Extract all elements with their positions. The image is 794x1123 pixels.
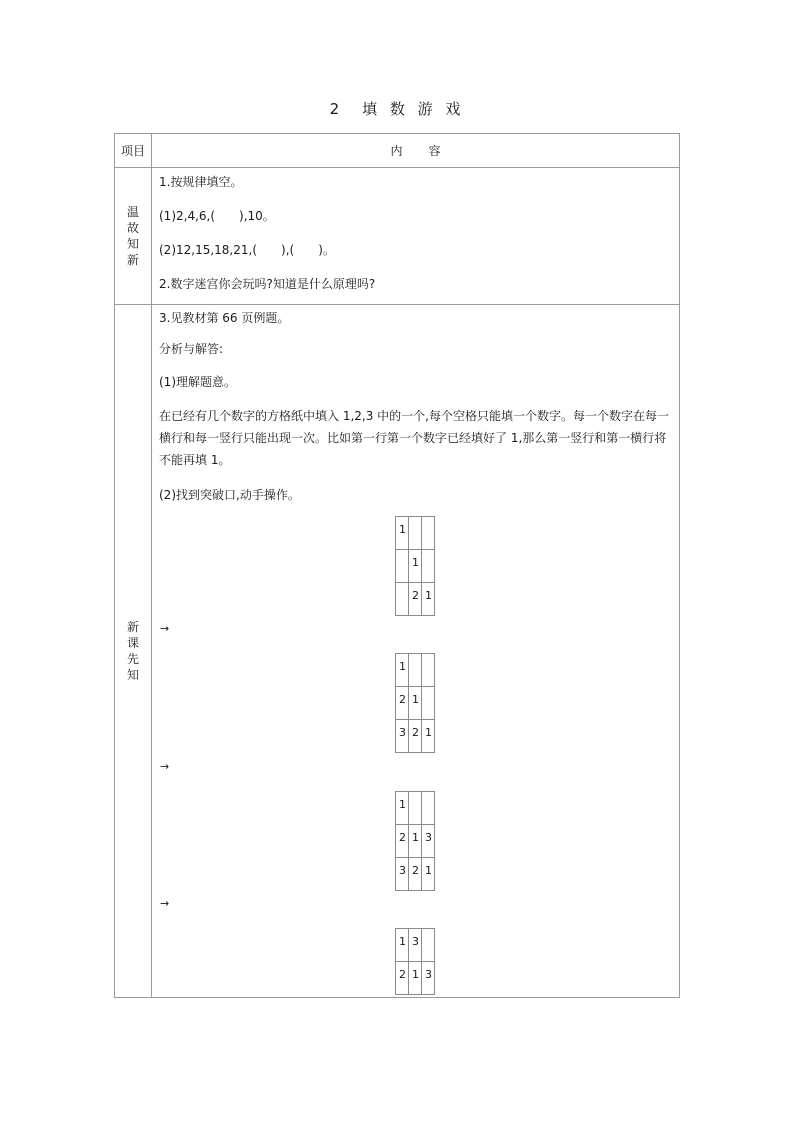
grid-row bbox=[396, 720, 435, 753]
grid-cell bbox=[409, 654, 422, 687]
arrow-icon: → bbox=[160, 622, 170, 635]
grid-row bbox=[396, 825, 435, 858]
grid-row bbox=[396, 858, 435, 891]
grid-row bbox=[396, 687, 435, 720]
section-new-row bbox=[115, 305, 680, 998]
step-2-heading: (2)找到突破口,动手操作。 bbox=[159, 488, 300, 502]
section-new-label bbox=[115, 305, 152, 998]
grid-cell: 2 bbox=[409, 720, 422, 753]
section-review-content bbox=[152, 168, 680, 305]
section-new-label-char: 新 bbox=[126, 620, 139, 634]
section-new-label-char: 知 bbox=[126, 668, 139, 682]
grid-cell: 2 bbox=[396, 825, 409, 858]
grid-cell: 2 bbox=[396, 687, 409, 720]
grid-cell bbox=[422, 792, 435, 825]
header-label-cell bbox=[115, 134, 152, 168]
grid-cell: 1 bbox=[422, 858, 435, 891]
grid-cell: 1 bbox=[396, 517, 409, 550]
grid-row bbox=[396, 929, 435, 962]
section-review-label-char: 故 bbox=[126, 221, 139, 235]
grid-cell: 2 bbox=[409, 858, 422, 891]
arrow-icon: → bbox=[160, 897, 170, 910]
grid-cell: 1 bbox=[422, 720, 435, 753]
grid-cell: 1 bbox=[409, 687, 422, 720]
grid-cell: 2 bbox=[409, 583, 422, 616]
grid-cell: 1 bbox=[396, 792, 409, 825]
grid-cell: 1 bbox=[409, 825, 422, 858]
step-1-explanation: 在已经有几个数字的方格纸中填入 1,2,3 中的一个,每个空格只能填一个数字。每一个数字在每一横行和每一竖行只能出现一次。比如第一行第一个数字已经填好了 1,那么第一竖行和第一横行将不能再填 1。 bbox=[159, 409, 669, 467]
arrow-icon: → bbox=[160, 760, 170, 773]
table-header-row bbox=[115, 134, 680, 168]
grid-row bbox=[396, 550, 435, 583]
header-content-cell bbox=[152, 134, 680, 168]
grid-cell bbox=[396, 550, 409, 583]
section-new-label-char: 课 bbox=[126, 636, 139, 650]
header-label: 项目 bbox=[120, 144, 145, 158]
number-grid bbox=[395, 928, 435, 995]
step-1-heading: (1)理解题意。 bbox=[159, 375, 236, 389]
section-review-label-char: 新 bbox=[126, 253, 139, 267]
number-grid bbox=[395, 791, 435, 891]
grid-cell bbox=[409, 792, 422, 825]
grid-cell bbox=[422, 929, 435, 962]
grid-cell: 3 bbox=[409, 929, 422, 962]
grid-cell: 1 bbox=[422, 583, 435, 616]
grid-row bbox=[396, 654, 435, 687]
number-grid bbox=[395, 516, 435, 616]
section-review-label bbox=[115, 168, 152, 305]
grid-row bbox=[396, 583, 435, 616]
grid-cell: 3 bbox=[396, 720, 409, 753]
grid-cell bbox=[396, 583, 409, 616]
grid-cell bbox=[422, 517, 435, 550]
question-1-part-2: (2)12,15,18,21,( ),( )。 bbox=[159, 243, 335, 257]
question-1-part-1: (1)2,4,6,( ),10。 bbox=[159, 209, 275, 223]
grid-row bbox=[396, 792, 435, 825]
grid-cell: 3 bbox=[422, 962, 435, 995]
question-3-text: 3.见教材第 66 页例题。 bbox=[159, 311, 290, 325]
section-review-label-char: 知 bbox=[126, 237, 139, 251]
grid-cell bbox=[422, 550, 435, 583]
grid-cell bbox=[409, 517, 422, 550]
page-title: 2 填 数 游 戏 bbox=[329, 100, 465, 118]
grid-cell: 3 bbox=[396, 858, 409, 891]
section-review-label-char: 温 bbox=[126, 205, 139, 219]
grid-cell bbox=[422, 654, 435, 687]
analysis-heading: 分析与解答: bbox=[159, 342, 224, 356]
grid-cell: 1 bbox=[409, 962, 422, 995]
grid-cell: 1 bbox=[409, 550, 422, 583]
grid-cell: 1 bbox=[396, 929, 409, 962]
question-2-text: 2.数字迷宫你会玩吗?知道是什么原理吗? bbox=[159, 277, 376, 291]
question-1-text: 1.按规律填空。 bbox=[159, 175, 243, 189]
section-new-label-char: 先 bbox=[126, 652, 139, 666]
section-review-row bbox=[115, 168, 680, 305]
lesson-table bbox=[114, 133, 680, 998]
number-grid bbox=[395, 653, 435, 753]
grid-cell: 2 bbox=[396, 962, 409, 995]
header-content: 内容 bbox=[390, 144, 467, 158]
grid-cell: 1 bbox=[396, 654, 409, 687]
grid-cell: 3 bbox=[422, 825, 435, 858]
grid-row bbox=[396, 962, 435, 995]
grid-cell bbox=[422, 687, 435, 720]
section-new-content bbox=[152, 305, 680, 998]
grid-row bbox=[396, 517, 435, 550]
